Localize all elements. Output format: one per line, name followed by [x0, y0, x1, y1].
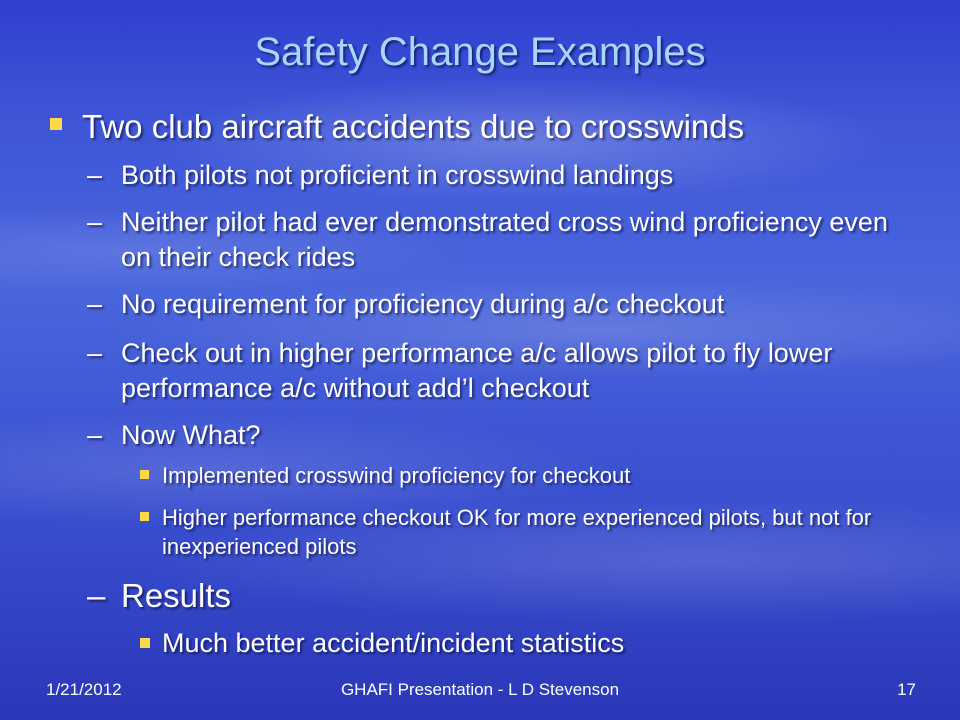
dash-icon: – — [87, 207, 103, 237]
sub-bullet-text: Neither pilot had ever demonstrated cross wind proficiency even on their check rides — [121, 207, 888, 272]
sub-bullet-1 — [87, 158, 907, 193]
dash-icon: – — [87, 160, 103, 190]
sub-bullet-text: Now What? — [121, 420, 261, 450]
sub-bullet-6 — [87, 576, 907, 616]
main-bullet — [50, 108, 744, 146]
footer-date: 1/21/2012 — [46, 680, 122, 699]
sub-bullet-text: Results — [121, 577, 232, 614]
sub-bullet-text: Check out in higher performance a/c allows pilot to fly lower performance a/c without add’l checkout — [121, 338, 833, 403]
sub-bullet-3 — [87, 287, 907, 322]
dash-icon: – — [87, 289, 103, 319]
dash-icon: – — [87, 338, 103, 368]
footer-page-number: 17 — [897, 680, 916, 699]
sub-bullet-4 — [87, 336, 907, 406]
sub-bullet-5 — [87, 418, 907, 453]
dash-icon: – — [87, 420, 103, 450]
sub-bullet-2 — [87, 205, 907, 275]
square-bullet-icon — [140, 470, 149, 479]
square-bullet-icon — [50, 118, 62, 130]
sub-sub-bullet-1 — [140, 461, 910, 490]
sub-bullet-text: Both pilots not proficient in crosswind landings — [121, 160, 674, 190]
sub-sub-bullet-3 — [140, 626, 910, 661]
sub-sub-bullet-text: Much better accident/incident statistics — [162, 628, 625, 658]
sub-sub-bullet-text: Implemented crosswind proficiency for checkout — [162, 463, 631, 488]
dash-icon: – — [87, 577, 106, 614]
footer-presentation: GHAFI Presentation - L D Stevenson — [340, 680, 620, 699]
main-bullet-text: Two club aircraft accidents due to crosswinds — [82, 108, 745, 145]
square-bullet-icon — [140, 638, 150, 648]
sub-bullet-text: No requirement for proficiency during a/c checkout — [121, 289, 725, 319]
sub-sub-bullet-2 — [140, 503, 910, 561]
square-bullet-icon — [140, 512, 149, 521]
slide-title: Safety Change Examples — [254, 30, 706, 74]
sub-sub-bullet-text: Higher performance checkout OK for more experienced pilots, but not for inexperienced pilots — [162, 505, 872, 559]
